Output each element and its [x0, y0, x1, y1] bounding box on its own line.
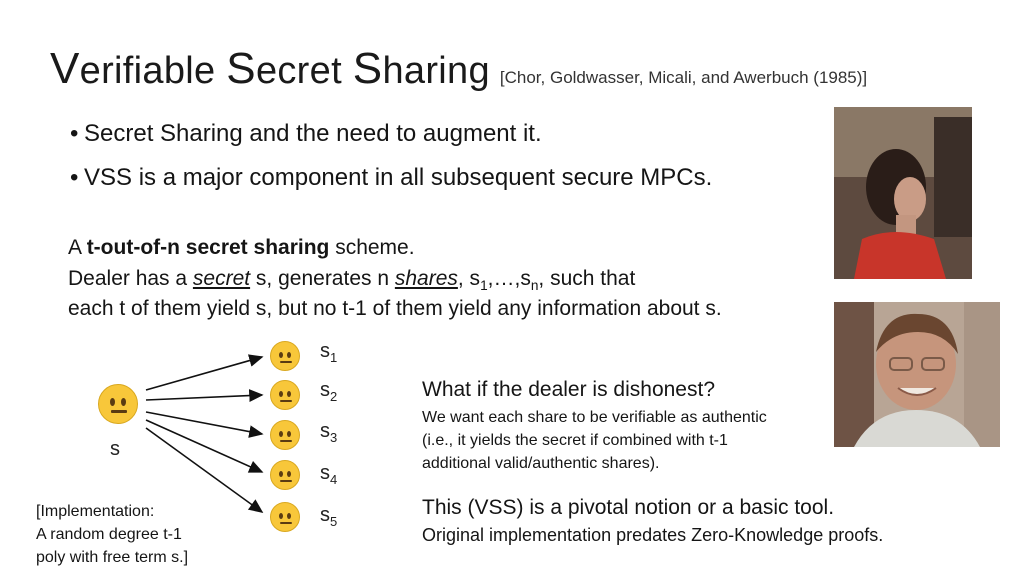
share-label-2: $s_2$ [320, 379, 338, 404]
implementation-history-line: Original implementation predates Zero-Knowledge proofs. [422, 525, 884, 545]
bullet-item: • VSS is a major component in all subsequent secure MPCs. [70, 164, 713, 191]
arrow-to-share-2 [146, 395, 262, 400]
arrow-to-share-3 [146, 412, 262, 434]
definition-line-2: Dealer has a secret s, generates n shares, $s_1,\dots,s_n$, such that [68, 267, 636, 294]
dishonest-explanation: We want each share to be verifiable as authentic (i.e., it yields the secret if combined with t-1 additional valid/authentic shares). [422, 409, 767, 472]
share-5-neutral-face-icon [270, 502, 300, 532]
share-4-neutral-face-icon [270, 460, 300, 490]
definition-line-1: A t-out-of-n secret sharing scheme. [68, 236, 415, 259]
share-label-4: $s_4$ [320, 462, 338, 487]
pivotal-line: This (VSS) is a pivotal notion or a basic tool. [422, 496, 835, 519]
share-1-neutral-face-icon [270, 341, 300, 371]
bullet-item: • Secret Sharing and the need to augment it. [70, 120, 542, 147]
share-label-5: $s_5$ [320, 504, 338, 529]
slide-title: Verifiable Secret Sharing [Chor, Goldwasser, Micali, and Awerbuch (1985)] [50, 44, 868, 93]
arrow-to-share-4 [146, 420, 262, 472]
dealer-label: s [110, 438, 120, 460]
dealer-neutral-face-icon [98, 384, 138, 424]
arrow-to-share-1 [146, 357, 262, 390]
share-label-3: $s_3$ [320, 420, 338, 445]
title-citation: [Chor, Goldwasser, Micali, and Awerbuch (1985)] [499, 68, 868, 87]
share-3-neutral-face-icon [270, 420, 300, 450]
share-2-neutral-face-icon [270, 380, 300, 410]
share-label-1: $s_1$ [320, 340, 338, 365]
portrait-photo-2 [834, 302, 1000, 447]
portrait-photo-1 [834, 107, 972, 279]
definition-line-3: each t of them yield s, but no t-1 of them yield any information about s. [68, 297, 722, 320]
implementation-note: [Implementation: A random degree t-1 poly with free term s.] [36, 503, 189, 566]
dishonest-question: What if the dealer is dishonest? [422, 378, 715, 401]
